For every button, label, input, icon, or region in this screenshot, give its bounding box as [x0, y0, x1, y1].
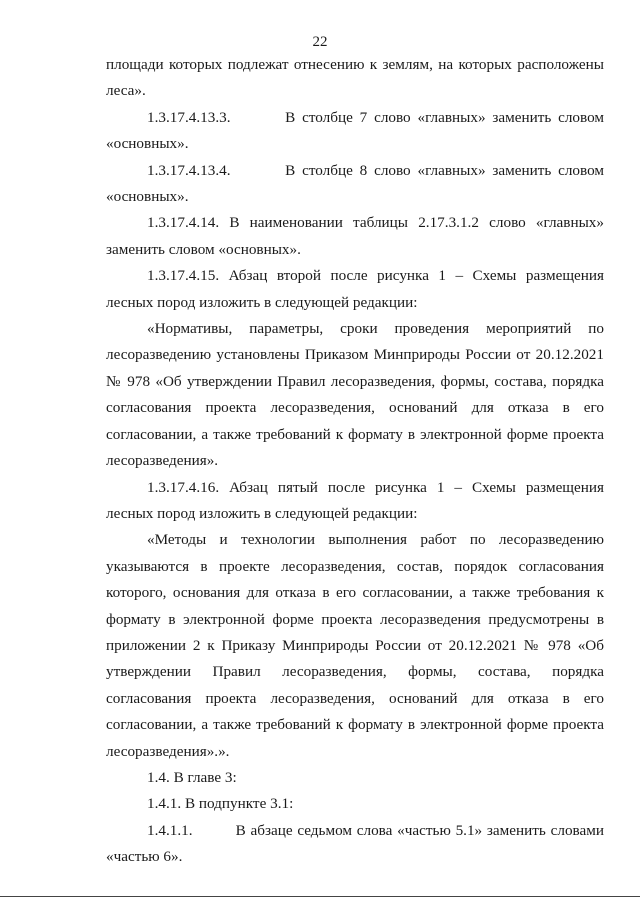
- paragraph-item-1-4: 1.4. В главе 3:: [147, 768, 237, 786]
- paragraph-item-1-3-17-4-13-4: 1.3.17.4.13.4. В столбце 8 слово «главных» заменить словом «основных».: [106, 161, 608, 206]
- document-body: [106, 52, 608, 871]
- paragraph-item-1-3-17-4-16: 1.3.17.4.16. Абзац пятый после рисунка 1 – Схемы размещения лесных пород изложить в следующей редакции:: [106, 478, 608, 522]
- paragraph-item-1-3-17-4-14: 1.3.17.4.14. В наименовании таблицы 2.17.3.1.2 слово «главных» заменить словом «основных».: [106, 214, 608, 258]
- paragraph-continuation: площади которых подлежат отнесению к землям, на которых расположены леса».: [106, 56, 608, 100]
- page-bottom-rule: [0, 896, 640, 897]
- paragraph-item-1-3-17-4-13-3: 1.3.17.4.13.3. В столбце 7 слово «главных» заменить словом «основных».: [106, 108, 608, 153]
- page-number: 22: [312, 34, 328, 50]
- paragraph-quote-methods: «Методы и технологии выполнения работ по лесоразведению указываются в проекте лесоразведения, состав, порядок согласования которого, основания для отказа в его согласовании, а также требования к формату в электронной форме проекта лесоразведения предусмотрены в приложении 2 к Приказу Минприроды России от 20.12.2021 № 978 «Об утверждении Правил лесоразведения, формы, состава, порядка согласования проекта лесоразведения, оснований для отказа в его согласовании, а также требований к формату в электронной форме проекта лесоразведения».».: [106, 531, 608, 760]
- paragraph-item-1-4-1-1: 1.4.1.1. В абзаце седьмом слова «частью 5.1» заменить словами «частью 6».: [106, 821, 608, 866]
- paragraph-item-1-3-17-4-15: 1.3.17.4.15. Абзац второй после рисунка 1 – Схемы размещения лесных пород изложить в следующей редакции:: [106, 267, 608, 311]
- paragraph-item-1-4-1: 1.4.1. В подпункте 3.1:: [147, 795, 294, 813]
- paragraph-quote-standards: «Нормативы, параметры, сроки проведения мероприятий по лесоразведению установлены Приказом Минприроды России от 20.12.2021 № 978 «Об утверждении Правил лесоразведения, формы, состава, порядка согласования проекта лесоразведения, оснований для отказа в его согласовании, а также требований к формату в электронной форме проекта лесоразведения».: [106, 320, 608, 470]
